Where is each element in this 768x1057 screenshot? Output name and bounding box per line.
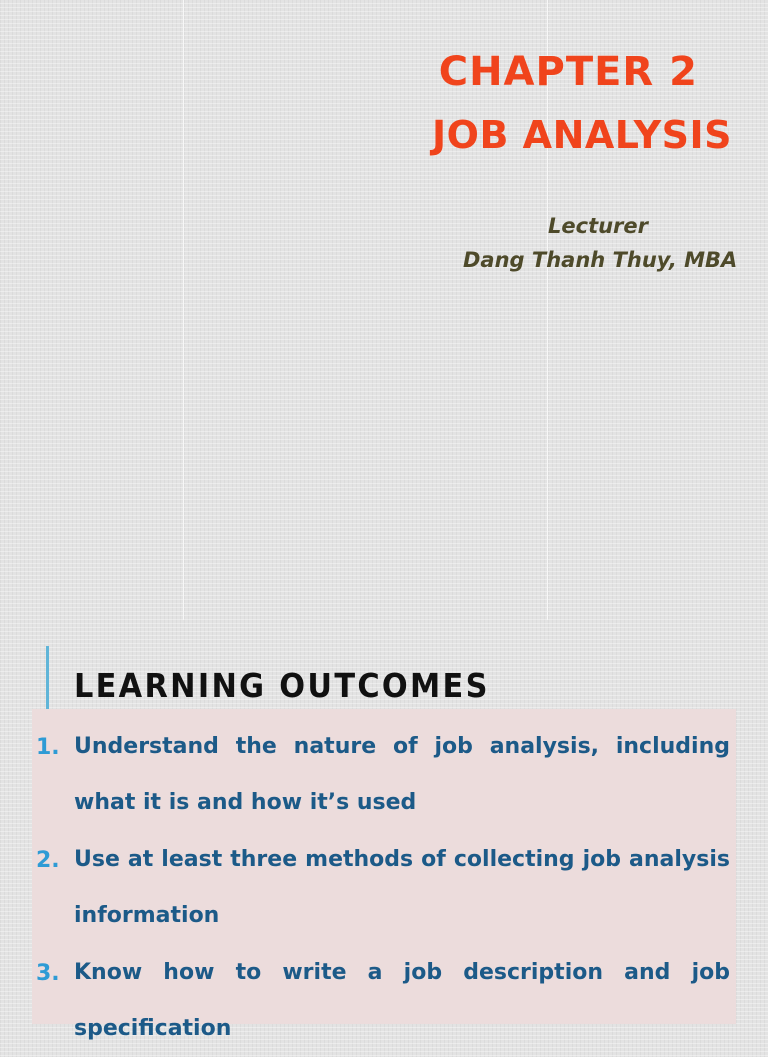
outcome-number: 3. xyxy=(36,961,60,986)
outcome-number: 1. xyxy=(36,735,60,760)
chapter-subtitle: JOB ANALYSIS xyxy=(432,113,732,157)
outcome-text: Understand the nature of job analysis, including what it is and how it’s used xyxy=(74,734,730,815)
outcome-text: Know how to write a job description and job specification xyxy=(74,960,730,1041)
accent-bar xyxy=(46,646,49,716)
outcome-number: 2. xyxy=(36,848,60,873)
lecturer-name: Dang Thanh Thuy, MBA xyxy=(463,248,738,272)
learning-outcomes-slide xyxy=(0,620,768,1041)
lecturer-label: Lecturer xyxy=(548,214,649,238)
content-panel xyxy=(32,709,736,1041)
slide-heading: LEARNING OUTCOMES xyxy=(74,666,490,705)
chapter-title: CHAPTER 2 xyxy=(438,49,698,95)
outcome-text: Use at least three methods of collecting job analysis information xyxy=(74,847,730,928)
decorative-line xyxy=(183,0,184,620)
